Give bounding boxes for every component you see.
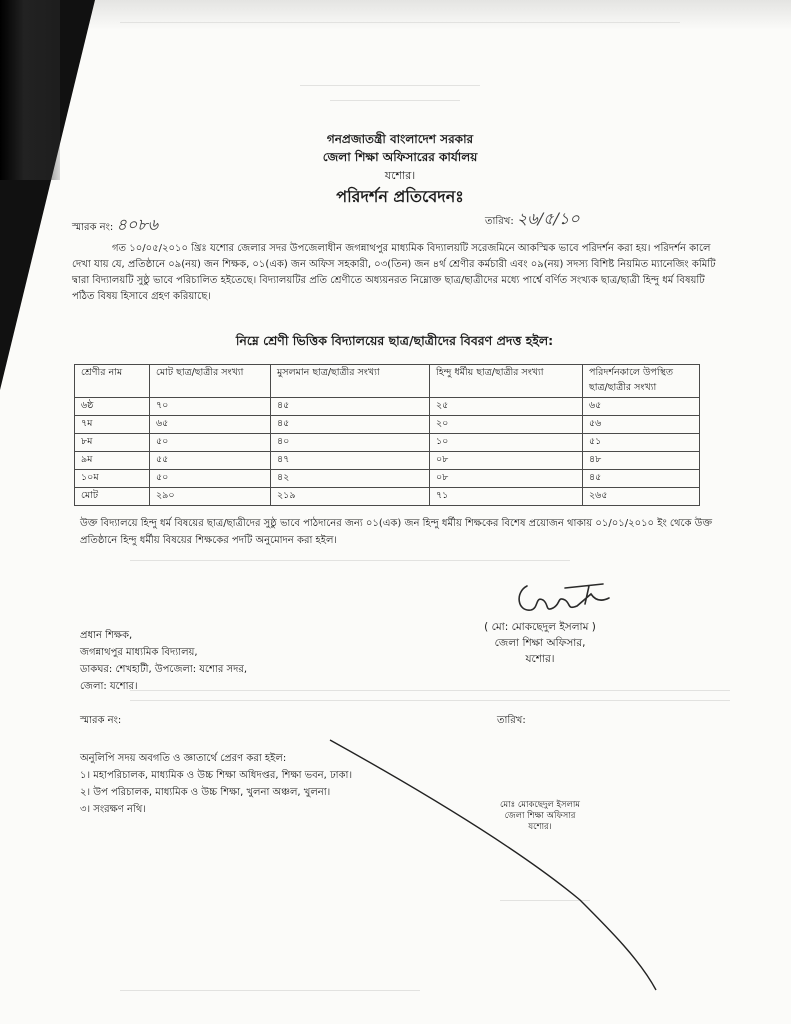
office-name: জেলা শিক্ষা অফিসারের কার্যালয় (322, 150, 478, 164)
copy-item: ১। মহাপরিচালক, মাধ্যমিক ও উচ্চ শিক্ষা অধিদপ্তর, শিক্ষা ভবন, ঢাকা। (80, 770, 353, 781)
header-total-students: মোট ছাত্র/ছাত্রীর সংখ্যা (150, 365, 271, 398)
cell-present: ২৬৫ (583, 488, 700, 506)
copy-intro: অনুলিপি সদয় অবগতি ও জ্ঞাতার্থে প্রেরণ করা হইল: (80, 753, 287, 764)
cell-muslim: ৪৭ (271, 452, 430, 470)
cell-class: ৯ম (75, 452, 150, 470)
approval-paragraph: উক্ত বিদ্যালয়ে হিন্দু ধর্ম বিষয়ের ছাত্র/ছাত্রীদের সুষ্ঠু ভাবে পাঠদানের জন্য ০১(এক) জন হিন্দু ধর্মীয় শিক্ষকের বিশেষ প্রয়োজন থাকায় ০১/০১/২০১০ ইং থেকে উক্ত প্রতিষ্ঠানে হিন্দু ধর্মীয় বিষয়ের শিক্ষকের পদটি অনুমোদন করা হইল। (80, 518, 713, 546)
cell-total: ৫০ (150, 470, 271, 488)
cell-muslim: ৪০ (271, 434, 430, 452)
cell-total: ৫০ (150, 434, 271, 452)
cell-class: ৭ম (75, 416, 150, 434)
recipient-line: জেলা: যশোর। (80, 681, 138, 692)
govt-name: গনপ্রজাতন্ত্রী বাংলাদেশ সরকার (326, 132, 474, 146)
report-title: পরিদর্শন প্রতিবেদনঃ (336, 187, 464, 206)
cell-total: ৬৫ (150, 416, 271, 434)
header-class-name: শ্রেণীর নাম (75, 365, 150, 398)
cell-hindu: ০৮ (430, 470, 583, 488)
cell-total: ৭০ (150, 398, 271, 416)
signatory-name: ( মো: মোকছেদুল ইসলাম ) (484, 621, 596, 633)
recipient-line: ডাকঘর: শেখহাটী, উপজেলা: যশোর সদর, (80, 664, 248, 675)
recipient-line: জগন্নাথপুর মাধ্যমিক বিদ্যালয়, (80, 647, 198, 658)
cell-class: ৮ম (75, 434, 150, 452)
second-date-label: তারিখ: (497, 715, 526, 726)
second-signatory-designation: জেলা শিক্ষা অফিসার (504, 811, 576, 821)
cell-muslim: ৪২ (271, 470, 430, 488)
cell-total: ২৯০ (150, 488, 271, 506)
copy-item: ২। উপ পরিচালক, মাধ্যমিক ও উচ্চ শিক্ষা, খুলনা অঞ্চল, খুলনা। (80, 787, 331, 798)
cell-present: ৫৬ (583, 416, 700, 434)
cell-class: মোট (75, 488, 150, 506)
cell-class: ১০ম (75, 470, 150, 488)
cell-muslim: ৪৫ (271, 398, 430, 416)
second-signatory-place: যশোর। (528, 822, 552, 832)
body-paragraph: গত ১০/০৫/২০১০ খ্রিঃ যশোর জেলার সদর উপজেলাধীন জগন্নাথপুর মাধ্যমিক বিদ্যালয়টি সরেজমিনে আকস্মিক ভাবে পরিদর্শন করা হয়। পরিদর্শন কালে দেখা যায় যে, প্রতিষ্ঠানে ০৯(নয়) জন শিক্ষক, ০১(এক) জন অফিস সহকারী, ০৩(তিন) জন ৪র্থ শ্রেণীর কর্মচারী এবং ০৯(নয়) সদস্য বিশিষ্ট নিয়মিত ম্যানেজিং কমিটি দ্বারা বিদ্যালয়টি সুষ্ঠু ভাবে পরিচালিত হইতেছে। বিদ্যালয়টির প্রতি শ্রেণীতে অধ্যয়নরত নিম্নোক্ত ছাত্র/ছাত্রীদের মধ্যে পার্শ্বে বর্ণিত সংখ্যক ছাত্র/ছাত্রী হিন্দু ধর্ম বিষয়টি পঠিত বিষয় হিসাবে গ্রহণ করিয়াছে। (72, 243, 716, 302)
table-title: নিম্নে শ্রেণী ভিত্তিক বিদ্যালয়ের ছাত্র/ছাত্রীদের বিবরণ প্রদত্ত হইল: (235, 333, 554, 348)
cell-present: ৪৫ (583, 470, 700, 488)
date-label: তারিখ: (485, 216, 514, 227)
cell-muslim: ৪৫ (271, 416, 430, 434)
cell-hindu: ৭১ (430, 488, 583, 506)
office-location: যশোর। (384, 169, 416, 182)
date-handwritten: ২৬/৫/১০ (516, 209, 580, 228)
second-signatory-name: মোঃ মোকছেদুল ইসলাম (499, 800, 581, 810)
cell-muslim: ২১৯ (271, 488, 430, 506)
cell-total: ৫৫ (150, 452, 271, 470)
signatory-designation: জেলা শিক্ষা অফিসার, (494, 637, 586, 649)
second-reference-label: স্মারক নং: (80, 715, 122, 726)
recipient-line: প্রধান শিক্ষক, (80, 630, 133, 641)
cell-present: ৬৫ (583, 398, 700, 416)
reference-label: স্মারক নং: (72, 222, 114, 233)
cell-hindu: ২০ (430, 416, 583, 434)
copy-item: ৩। সংরক্ষণ নথি। (80, 804, 146, 815)
cell-present: ৫১ (583, 434, 700, 452)
scan-corner-shadow (0, 0, 60, 180)
cell-hindu: ২৫ (430, 398, 583, 416)
cell-hindu: ০৮ (430, 452, 583, 470)
cell-class: ৬ষ্ঠ (75, 398, 150, 416)
header-hindu-students: হিন্দু ধর্মীয় ছাত্র/ছাত্রীর সংখ্যা (430, 365, 583, 398)
reference-handwritten: ৪০৮৬ (116, 215, 159, 234)
header-present-students: পরিদর্শনকালে উপস্থিত ছাত্র/ছাত্রীর সংখ্যা (583, 365, 700, 398)
header-muslim-students: মুসলমান ছাত্র/ছাত্রীর সংখ্যা (271, 365, 430, 398)
cell-hindu: ১০ (430, 434, 583, 452)
signatory-place: যশোর। (525, 653, 555, 665)
cell-present: ৪৮ (583, 452, 700, 470)
